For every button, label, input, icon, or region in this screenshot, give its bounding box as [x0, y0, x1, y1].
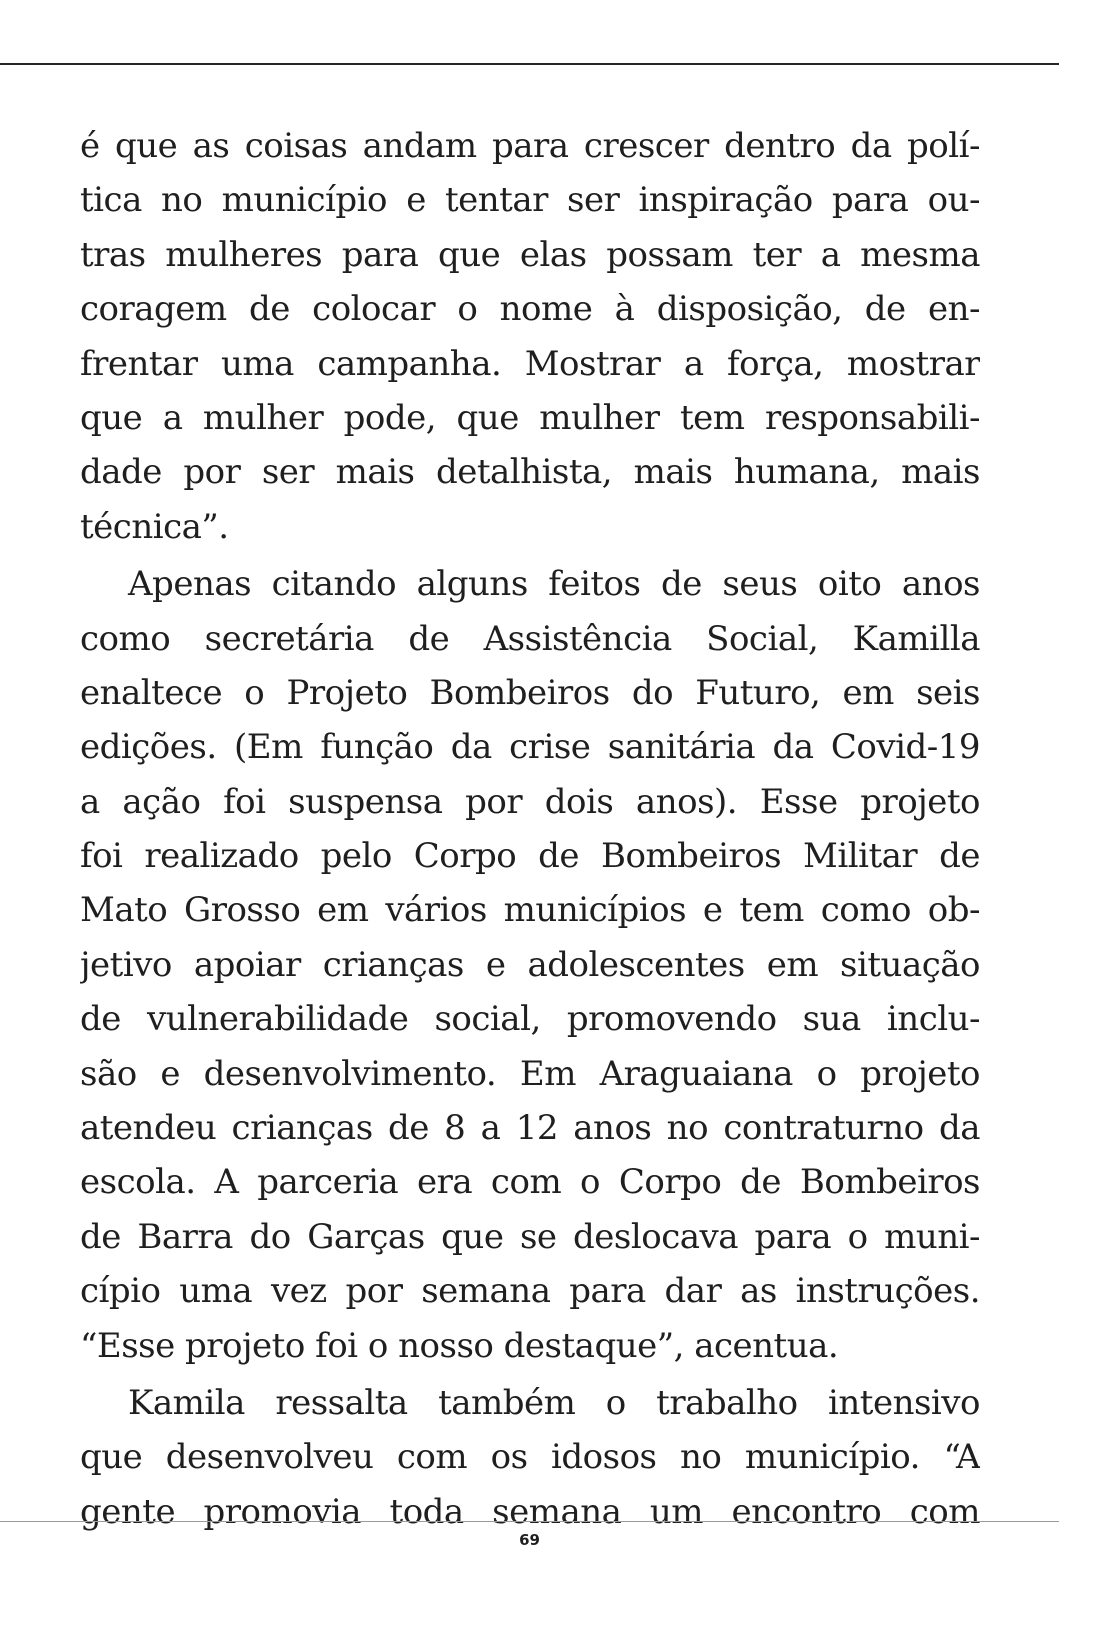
text-line: que desenvolveu com os idosos no município. “A: [80, 1437, 980, 1478]
text-line: frentar uma campanha. Mostrar a força, mostrar: [80, 343, 980, 384]
text-line: que a mulher pode, que mulher tem responsabili-: [80, 397, 980, 438]
paragraph-2: [80, 557, 980, 1373]
text-line: a ação foi suspensa por dois anos). Esse projeto: [80, 781, 980, 822]
paragraph-1: [80, 119, 980, 554]
text-line: “Esse projeto foi o nosso destaque”, acentua.: [80, 1325, 839, 1366]
text-line: foi realizado pelo Corpo de Bombeiros Militar de: [80, 836, 980, 877]
top-rule: [0, 63, 1059, 65]
text-line: Mato Grosso em vários municípios e tem como ob-: [80, 890, 980, 931]
text-line: são e desenvolvimento. Em Araguaiana o projeto: [80, 1053, 980, 1094]
text-line: enaltece o Projeto Bombeiros do Futuro, em seis: [80, 672, 980, 713]
text-line: como secretária de Assistência Social, Kamilla: [80, 618, 980, 659]
text-line: jetivo apoiar crianças e adolescentes em situação: [80, 944, 980, 985]
page-number: 69: [519, 1531, 540, 1549]
text-line: dade por ser mais detalhista, mais humana, mais: [80, 452, 980, 493]
paragraph-3: [80, 1376, 980, 1539]
text-line: de Barra do Garças que se deslocava para o muni-: [80, 1216, 980, 1257]
text-line: Kamila ressalta também o trabalho intensivo: [128, 1382, 980, 1423]
text-line: Apenas citando alguns feitos de seus oito anos: [128, 564, 980, 605]
text-line: cípio uma vez por semana para dar as instruções.: [80, 1271, 980, 1312]
text-line: escola. A parceria era com o Corpo de Bombeiros: [80, 1162, 980, 1203]
text-line: tica no município e tentar ser inspiração para ou-: [80, 180, 980, 221]
text-line: gente promovia toda semana um encontro com: [80, 1491, 980, 1532]
footer-rule: [0, 1521, 1059, 1522]
text-line: técnica”.: [80, 506, 229, 547]
text-line: tras mulheres para que elas possam ter a mesma: [80, 234, 980, 275]
text-line: é que as coisas andam para crescer dentro da polí-: [80, 126, 980, 166]
text-line: de vulnerabilidade social, promovendo sua inclu-: [80, 999, 980, 1040]
text-line: coragem de colocar o nome à disposição, de en-: [80, 289, 980, 330]
text-line: atendeu crianças de 8 a 12 anos no contraturno da: [80, 1108, 980, 1149]
text-line: edições. (Em função da crise sanitária da Covid-19: [80, 727, 980, 768]
body-text: [80, 119, 980, 1539]
